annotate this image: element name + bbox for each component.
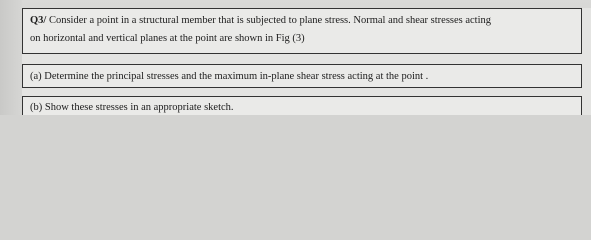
question-line-1 xyxy=(30,15,491,26)
question-number: Q3/ xyxy=(30,15,47,26)
part-a-text: (a) Determine the principal stresses and the maximum in-plane shear stress acting at the point . xyxy=(30,71,429,82)
photo-background xyxy=(0,0,591,115)
part-b-box xyxy=(22,96,582,115)
question-box xyxy=(22,8,582,54)
page-edge-shadow xyxy=(0,0,22,115)
part-a-box xyxy=(22,64,582,88)
question-text-line-1: Consider a point in a structural member that is subjected to plane stress. Normal and shear stresses acting xyxy=(48,15,492,26)
question-line-2 xyxy=(30,33,305,44)
exam-sheet xyxy=(22,8,591,115)
part-b-text: (b) Show these stresses in an appropriate sketch. xyxy=(30,102,234,113)
question-text-line-2: on horizontal and vertical planes at the point are shown in Fig (3) xyxy=(30,33,305,44)
